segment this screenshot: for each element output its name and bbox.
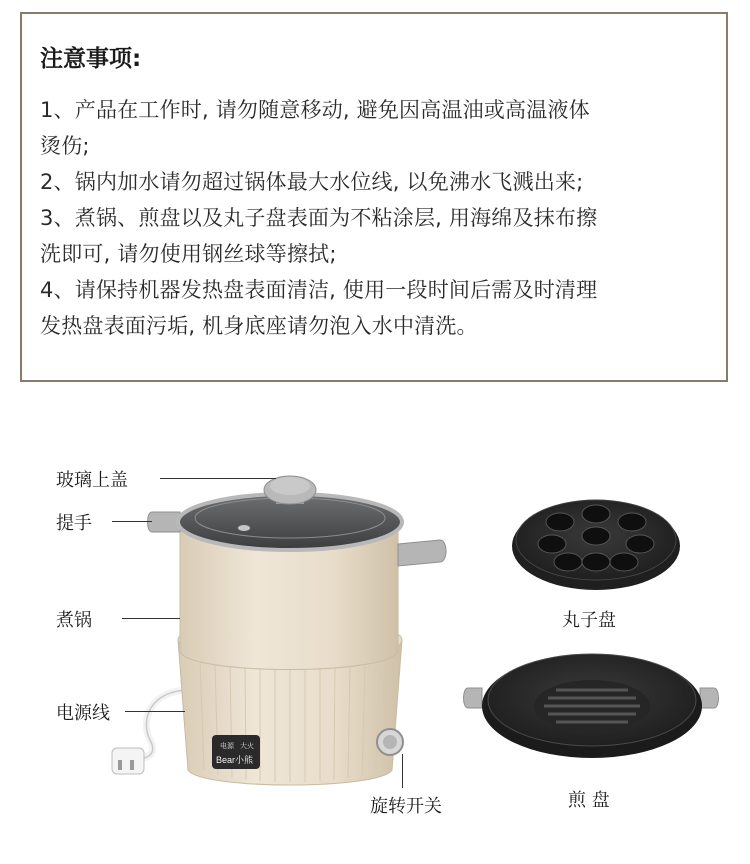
notice-line: 1、产品在工作时, 请勿随意移动, 避免因高温油或高温液体: [40, 98, 590, 122]
notice-line: 烫伤;: [40, 134, 90, 158]
brand-logo: Bear小熊: [216, 755, 254, 765]
leader-pot: [122, 618, 180, 619]
label-rotary-switch: 旋转开关: [370, 796, 442, 817]
leader-knob: [402, 754, 403, 788]
label-pot: 煮锅: [56, 610, 92, 631]
label-grill-pan: 煎 盘: [568, 790, 610, 811]
leader-cord: [125, 711, 185, 712]
label-handle: 提手: [56, 513, 92, 534]
meatball-tray: [512, 500, 680, 590]
label-glass-lid: 玻璃上盖: [56, 470, 128, 491]
lid-knob: [264, 476, 316, 504]
notice-line: 发热盘表面污垢, 机身底座请勿泡入水中清洗。: [40, 314, 478, 338]
notice-title: 注意事项:: [40, 46, 142, 72]
notice-line: 4、请保持机器发热盘表面清洁, 使用一段时间后需及时清理: [40, 278, 598, 302]
power-cord: [112, 690, 190, 774]
notice-line: 3、煮锅、煎盘以及丸子盘表面为不粘涂层, 用海绵及抹布擦: [40, 206, 598, 230]
grill-pan: [464, 654, 719, 758]
leader-lid: [160, 478, 276, 479]
glass-lid: [178, 476, 402, 550]
rotary-knob: [377, 729, 403, 755]
notice-line: 洗即可, 请勿使用钢丝球等擦拭;: [40, 242, 337, 266]
panel-mode-right: 大火: [240, 743, 254, 750]
plug-icon: [112, 748, 144, 774]
leader-handle: [112, 521, 152, 522]
label-power-cord: 电源线: [56, 703, 110, 724]
notice-line: 2、锅内加水请勿超过锅体最大水位线, 以免沸水飞溅出来;: [40, 170, 584, 194]
panel-mode-left: 电源: [220, 743, 234, 750]
label-meatball-tray: 丸子盘: [562, 610, 616, 631]
